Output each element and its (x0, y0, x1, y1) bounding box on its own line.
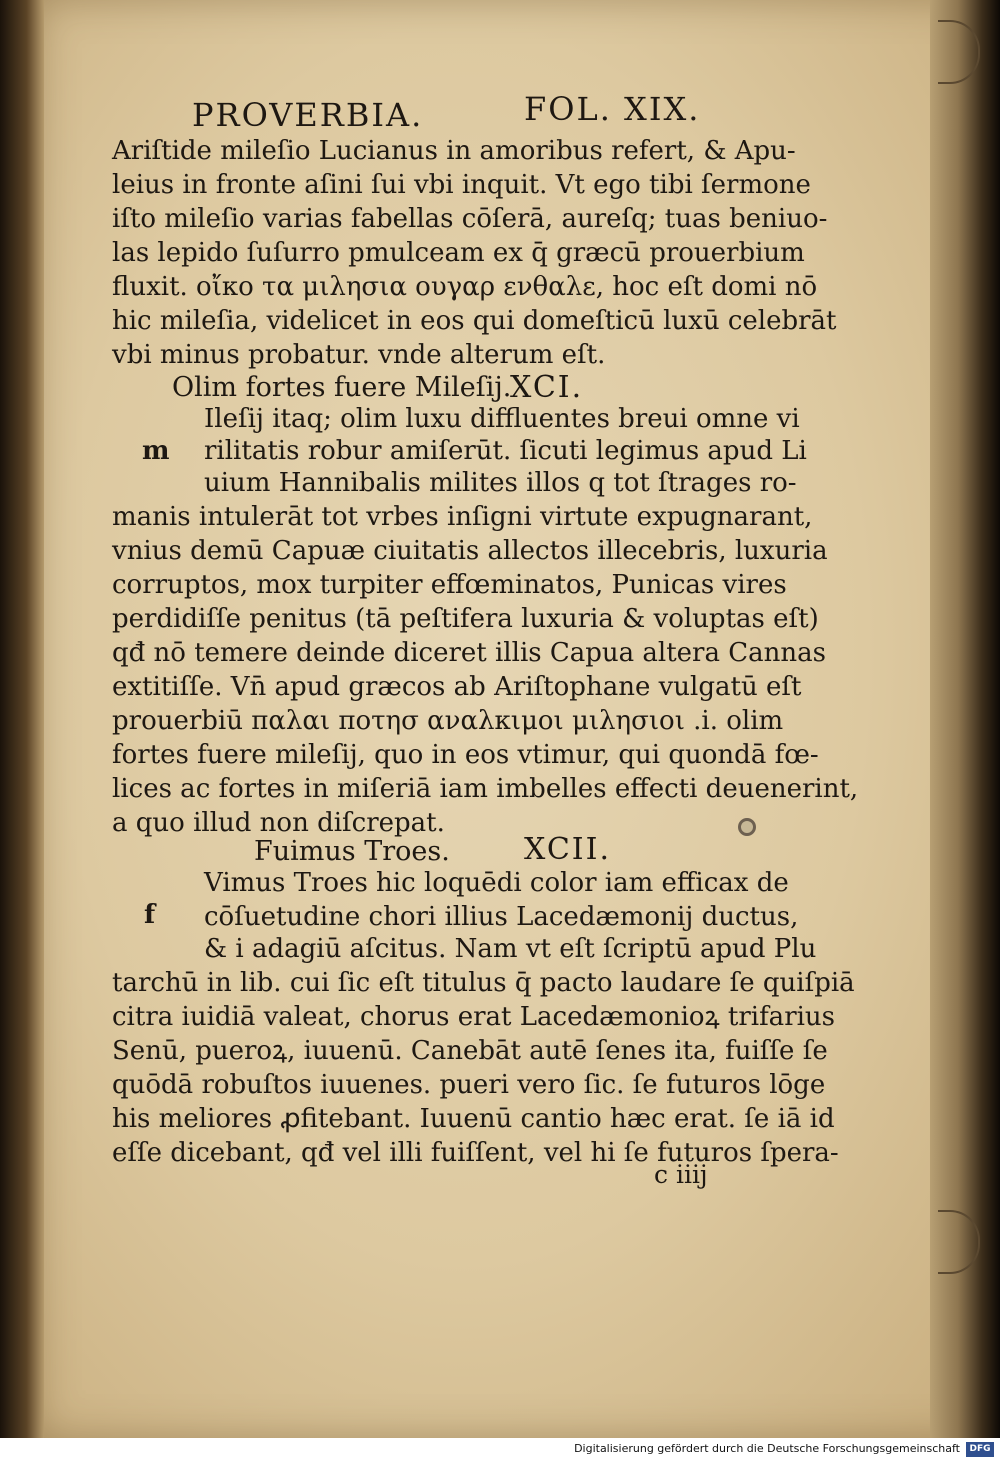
body-line: prouerbiū παλαι ποτησ αναλκιμοι μιλησιοι .i. olim (112, 706, 784, 736)
body-line: leius in fronte aſini ſui vbi inquit. Vt ego tibi ſermone (112, 170, 811, 200)
body-line: Senū, pueroꝝ, iuuenū. Canebāt autē ſenes ita, fuiſſe ſe (112, 1036, 828, 1066)
funding-credit: Digitalisierung gefördert durch die Deutsche Forschungsgemeinschaft (574, 1442, 960, 1455)
proverb-title: Olim fortes fuere Mileſij. (172, 372, 512, 403)
binding-hole-mark (738, 818, 756, 836)
body-line: manis intulerāt tot vrbes inſigni virtute expugnarant, (112, 502, 813, 532)
body-line: fortes fuere mileſij, quo in eos vtimur, qui quondā fœ- (112, 740, 819, 770)
body-line: quōdā robuſtos iuuenes. pueri vero ſic. ſe futuros lōge (112, 1070, 826, 1100)
body-line: Ariſtide mileſio Lucianus in amoribus refert, & Apu- (112, 136, 796, 166)
folio-number: FOL. XIX. (524, 90, 701, 128)
body-line: tarchū in lib. cui ſic eſt titulus q̄ pacto laudare ſe quiſpiā (112, 968, 855, 998)
body-line: rilitatis robur amiſerūt. ſicuti legimus apud Li (204, 436, 807, 466)
running-head-title: PROVERBIA. (192, 96, 424, 134)
body-line: Ileſij itaq; olim luxu diffluentes breui omne vi (204, 404, 800, 434)
proverb-number: XCII. (524, 832, 612, 867)
body-line: hic mileſia, videlicet in eos qui domeſticū luxū celebrāt (112, 306, 837, 336)
body-line: cōſuetudine chori illius Lacedæmonij ductus, (204, 902, 799, 932)
body-line: uium Hannibalis milites illos q tot ſtrages ro- (204, 468, 797, 498)
body-line: vnius demū Capuæ ciuitatis allectos illecebris, luxuria (112, 536, 828, 566)
body-line: corruptos, mox turpiter effœminatos, Punicas vires (112, 570, 787, 600)
guide-letter: f (144, 900, 156, 930)
body-line: & i adagiū aſcitus. Nam vt eſt ſcriptū apud Plu (204, 934, 817, 964)
proverb-title: Fuimus Troes. (254, 836, 450, 867)
body-line: eſſe dicebant, qđ vel illi fuiſſent, vel hi ſe futuros ſpera- (112, 1138, 839, 1168)
body-line: extitiſſe. Vn̄ apud græcos ab Ariſtophane vulgatū eſt (112, 672, 802, 702)
dfg-logo: DFG (966, 1442, 994, 1457)
body-line: a quo illud non diſcrepat. (112, 808, 445, 838)
body-line: iſto mileſio varias fabellas cōſerā, aureſq; tuas beniuo- (112, 204, 828, 234)
body-line: his meliores ꝓfitebant. Iuuenū cantio hæc erat. ſe iā id (112, 1104, 835, 1134)
body-line: lices ac fortes in miſeriā iam imbelles effecti deuenerint, (112, 774, 859, 804)
guide-letter: m (142, 436, 170, 466)
signature-mark: c iiij (654, 1160, 708, 1189)
body-line: qđ nō temere deinde diceret illis Capua altera Cannas (112, 638, 826, 668)
proverb-number: XCI. (510, 370, 584, 405)
footer-bar (0, 1438, 1000, 1462)
body-line: perdidiſſe penitus (tā peſtifera luxuria & voluptas eſt) (112, 604, 819, 634)
body-line: citra iuidiā valeat, chorus erat Lacedæmonioꝝ trifarius (112, 1002, 836, 1032)
body-line: Vimus Troes hic loquēdi color iam efficax de (204, 868, 789, 898)
body-line: vbi minus probatur. vnde alterum eſt. (112, 340, 606, 370)
body-line: las lepido ſuſurro pmulceam ex q̄ græcū prouerbium (112, 238, 805, 268)
body-line: fluxit. οἴκο τα μιλησια ουγαρ ενθαλε, hoc eſt domi nō (112, 272, 818, 302)
